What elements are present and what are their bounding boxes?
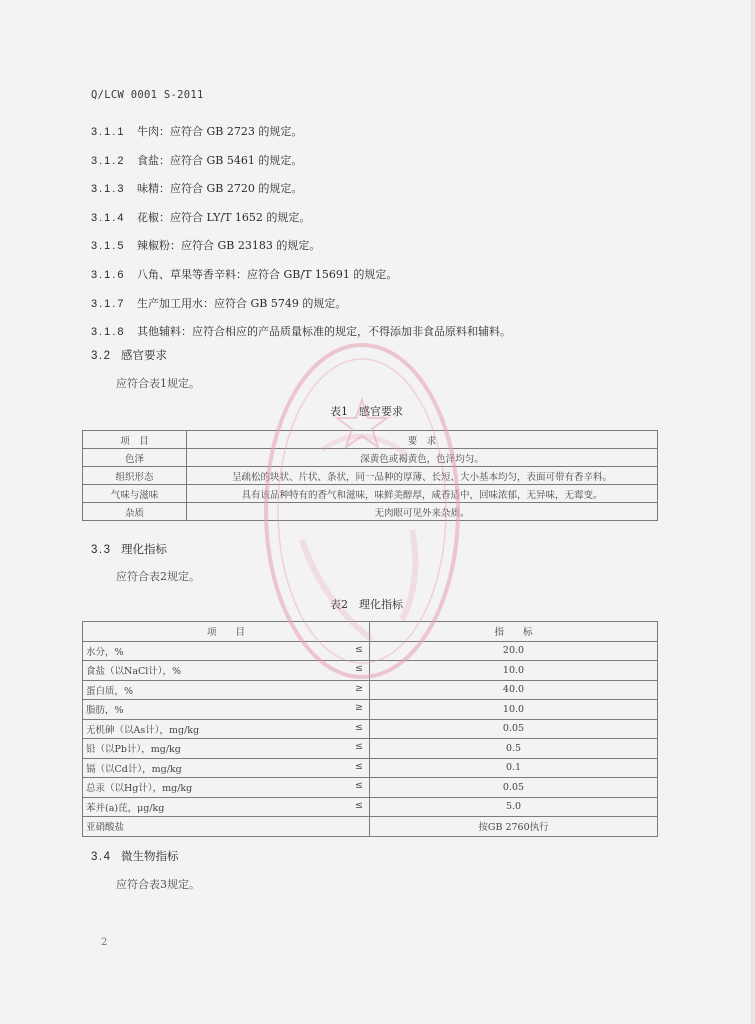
section-micro-heading: 3.4 微生物指标 — [91, 849, 179, 863]
table-row — [83, 661, 658, 681]
operator-symbol: ≤ — [355, 780, 363, 791]
item-label: 无机砷（以As计），mg/kg — [86, 724, 200, 736]
operator-symbol: ≥ — [355, 682, 363, 694]
clause-text: 生产加工用水：应符合 GB 5749 的规定。 — [137, 296, 347, 310]
value-cell: 20.0 — [370, 641, 658, 661]
clause-number: 3.1.6 — [91, 269, 126, 281]
table-row — [83, 680, 658, 700]
physchem-table — [82, 621, 658, 837]
standard-code: Q/LCW 0001 S-2011 — [91, 89, 204, 101]
operator-symbol: ≤ — [355, 741, 363, 752]
item-label: 食盐（以NaCl计），% — [86, 666, 182, 678]
item-cell: 组织形态 — [83, 467, 187, 485]
clause-item — [91, 123, 302, 139]
requirement-cell: 无肉眼可见外来杂质。 — [187, 503, 658, 521]
clause-text: 花椒：应符合 LY/T 1652 的规定。 — [137, 210, 311, 224]
clause-number: 3.1.2 — [91, 154, 126, 167]
value-cell: 按GB 2760执行 — [370, 817, 658, 837]
table1-caption: 表1 感官要求 — [330, 405, 403, 418]
clause-number: 3.1.5 — [91, 240, 126, 253]
table-row — [83, 797, 658, 817]
item-cell — [83, 778, 370, 798]
item-cell — [83, 641, 370, 661]
clause-item — [91, 295, 346, 311]
item-cell: 色泽 — [83, 449, 187, 467]
clause-item — [91, 323, 511, 339]
item-cell — [83, 797, 370, 817]
section-micro-note: 应符合表3规定。 — [116, 878, 200, 891]
value-cell: 0.05 — [370, 778, 658, 798]
item-cell: 气味与滋味 — [83, 485, 187, 503]
clause-text: 味精：应符合 GB 2720 的规定。 — [137, 182, 303, 196]
requirement-cell: 具有该品种特有的香气和滋味，味鲜美醇厚，咸香适中，回味浓郁，无异味，无霉变。 — [187, 485, 658, 503]
section-physchem-heading: 3.3 理化指标 — [91, 542, 167, 556]
clause-number: 3.1.7 — [91, 297, 126, 310]
page-number: 2 — [101, 937, 108, 948]
column-header: 项 目 — [83, 431, 187, 449]
clause-number: 3.1.1 — [91, 126, 126, 138]
column-header: 指 标 — [370, 622, 658, 642]
sensory-table — [82, 430, 658, 521]
item-label: 水分，% — [86, 646, 124, 658]
item-cell — [83, 700, 370, 720]
value-cell: 40.0 — [370, 680, 658, 700]
page-edge — [751, 0, 755, 1024]
item-label: 总汞（以Hg计），mg/kg — [86, 783, 193, 795]
table-row — [83, 739, 658, 759]
value-cell: 0.05 — [370, 719, 658, 739]
operator-symbol: ≤ — [355, 663, 363, 674]
clause-text: 其他辅料：应符合相应的产品质量标准的规定，不得添加非食品原料和辅料。 — [137, 325, 511, 339]
clause-item — [91, 237, 320, 253]
item-cell — [83, 661, 370, 681]
clause-item — [91, 209, 310, 225]
value-cell: 5.0 — [370, 797, 658, 817]
clause-number: 3.1.3 — [91, 183, 126, 196]
item-label: 镉（以Cd计），mg/kg — [86, 763, 182, 775]
item-cell — [83, 739, 370, 759]
item-cell: 杂质 — [83, 503, 187, 521]
clause-text: 食盐：应符合 GB 5461 的规定。 — [137, 153, 303, 167]
item-label: 铅（以Pb计），mg/kg — [86, 744, 181, 756]
clause-item — [91, 180, 302, 196]
clause-number: 3.1.8 — [91, 326, 126, 339]
table-row — [83, 503, 658, 521]
clause-item — [91, 266, 397, 282]
item-label: 蛋白质，% — [86, 685, 134, 697]
value-cell: 0.5 — [370, 739, 658, 759]
item-label: 苯并(a)芘，μg/kg — [86, 802, 165, 814]
section-sensory-heading: 3.2 感官要求 — [91, 348, 167, 362]
table-row — [83, 778, 658, 798]
operator-symbol: ≤ — [355, 760, 363, 772]
table-row — [83, 817, 658, 837]
value-cell: 10.0 — [370, 661, 658, 681]
clause-text: 辣椒粉：应符合 GB 23183 的规定。 — [137, 239, 321, 253]
requirement-cell: 深黄色或褐黄色，色泽均匀。 — [187, 449, 658, 467]
table-row — [83, 700, 658, 720]
section-physchem-note: 应符合表2规定。 — [116, 570, 200, 583]
item-label: 脂肪，% — [86, 705, 124, 717]
item-cell — [83, 758, 370, 778]
clause-text: 牛肉：应符合 GB 2723 的规定。 — [137, 125, 303, 138]
table-row — [83, 719, 658, 739]
operator-symbol: ≤ — [355, 643, 363, 655]
item-cell — [83, 719, 370, 739]
operator-symbol: ≤ — [355, 799, 363, 811]
column-header: 要 求 — [187, 431, 658, 449]
table-row — [83, 467, 658, 485]
item-cell — [83, 680, 370, 700]
table-header-row — [83, 431, 658, 449]
column-header: 项 目 — [83, 622, 370, 642]
table-header-row — [83, 622, 658, 642]
section-sensory-note: 应符合表1规定。 — [116, 377, 200, 390]
item-cell — [83, 817, 370, 837]
item-label: 亚硝酸盐 — [86, 822, 125, 834]
requirement-cell: 呈疏松的块状、片状、条状，同一品种的厚薄、长短、大小基本均匀，表面可带有香辛料。 — [187, 467, 658, 485]
clause-item — [91, 152, 302, 168]
table-row — [83, 641, 658, 661]
operator-symbol: ≤ — [355, 721, 363, 733]
value-cell: 0.1 — [370, 758, 658, 778]
table2-caption: 表2 理化指标 — [330, 598, 403, 611]
table-row — [83, 449, 658, 467]
table-row — [83, 758, 658, 778]
value-cell: 10.0 — [370, 700, 658, 720]
table-row — [83, 485, 658, 503]
operator-symbol: ≥ — [355, 702, 363, 713]
clause-number: 3.1.4 — [91, 211, 126, 224]
clause-text: 八角、草果等香辛料：应符合 GB/T 15691 的规定。 — [137, 268, 398, 281]
